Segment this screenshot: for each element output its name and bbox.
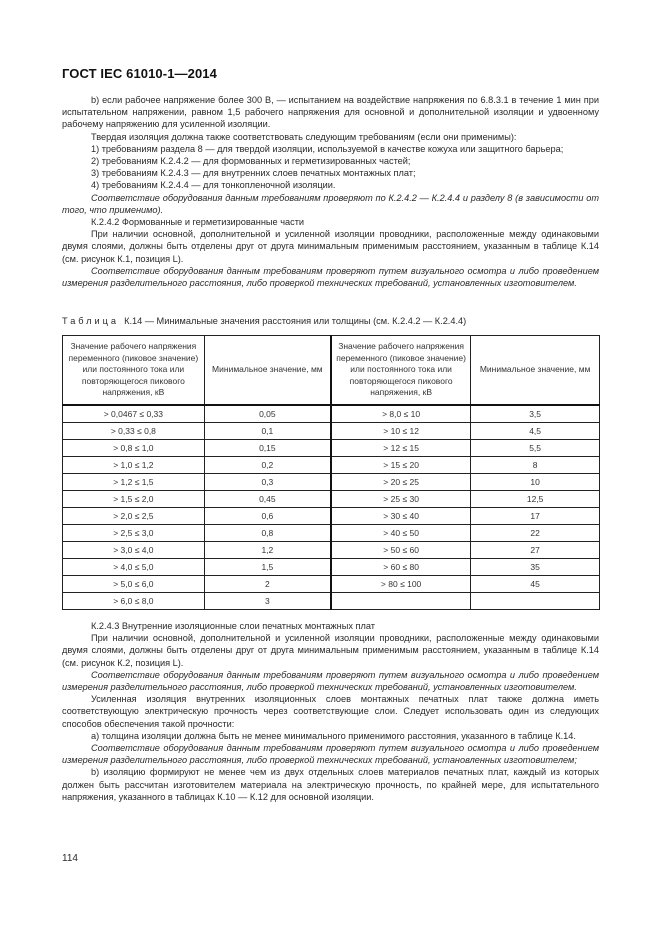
cell: 2 [204,576,331,593]
cell: 3,5 [471,405,600,423]
cell: 0,8 [204,525,331,542]
table-row [63,525,600,542]
header-cell: Значение рабочего напряжения переменного (пиковое значение) или постоянного тока или повторяющегося пикового напряжения, кВ [331,336,471,406]
cell: 1,5 [204,559,331,576]
cell: 17 [471,508,600,525]
table-row [63,559,600,576]
list-item: a) толщина изоляции должна быть не менее минимального применимого расстояния, указанного в таблице К.14. [91,730,576,741]
header-cell: Минимальное значение, мм [204,336,331,406]
table-row [63,457,600,474]
cell: > 3,0 ≤ 4,0 [63,542,205,559]
table-row [63,440,600,457]
compliance-note: Соответствие оборудования данным требованиям проверяют путем визуального осмотра и либо проведением измерения разделительного расстояния, либо проверкой технических требований, установленных изготовителем. [62,265,599,289]
paragraph: Усиленная изоляция внутренних изоляционных слоев монтажных печатных плат также должна иметь соответствующую электрическую прочность через соответствующие слои. Следует использовать один из следующих способов обеспечения такой прочности: [62,694,599,729]
text-block-1 [62,94,599,289]
table-caption-prefix: Таблица [62,316,120,326]
cell: > 12 ≤ 15 [331,440,471,457]
cell: 10 [471,474,600,491]
compliance-note: Соответствие оборудования данным требованиям проверяют путем визуального осмотра и либо проведением измерения разделительного расстояния, либо проверкой технических требований, установленных изготовителем; [62,743,599,766]
cell: 8 [471,457,600,474]
cell: 22 [471,525,600,542]
cell: 12,5 [471,491,600,508]
cell: 0,45 [204,491,331,508]
cell: > 1,2 ≤ 1,5 [63,474,205,491]
cell: > 25 ≤ 30 [331,491,471,508]
table-row [63,474,600,491]
table-k14 [62,335,600,610]
cell: > 60 ≤ 80 [331,559,471,576]
list-item: 4) требованиям К.2.4.4 — для тонкопленочной изоляции. [91,180,336,191]
cell: > 0,8 ≤ 1,0 [63,440,205,457]
cell: 35 [471,559,600,576]
paragraph: При наличии основной, дополнительной и усиленной изоляции проводники, расположенные между одинаковыми двумя слоями, должны быть отделены друг от друга минимальным применимым расстоянием, указанным в таблице К.14 (см. рисунок К.2, позиция L). [62,633,599,668]
cell: > 5,0 ≤ 6,0 [63,576,205,593]
cell: > 2,5 ≤ 3,0 [63,525,205,542]
cell: > 80 ≤ 100 [331,576,471,593]
table-caption-text: К.14 — Минимальные значения расстояния или толщины (см. К.2.4.2 — К.2.4.4) [124,316,467,326]
cell: > 20 ≤ 25 [331,474,471,491]
list-item: b) изоляцию формируют не менее чем из двух отдельных слоев материалов печатных плат, каждый из которых должен быть рассчитан изготовителем материала на электрическую прочность, по крайней мере, для испытательного напряжения, указанного в таблицах К.10 — К.12 для основной изоляции. [62,767,599,802]
cell: > 0,33 ≤ 0,8 [63,423,205,440]
header-cell: Минимальное значение, мм [471,336,600,406]
cell: > 30 ≤ 40 [331,508,471,525]
table-row [63,542,600,559]
cell: > 1,0 ≤ 1,2 [63,457,205,474]
cell: 4,5 [471,423,600,440]
cell: 5,5 [471,440,600,457]
cell: 45 [471,576,600,593]
compliance-note: Соответствие оборудования данным требованиям проверяют по К.2.4.2 — К.2.4.4 и разделу 8 (в зависимости от того, что применимо). [62,192,599,215]
cell: > 2,0 ≤ 2,5 [63,508,205,525]
list-item: 3) требованиям К.2.4.3 — для внутренних слоев печатных монтажных плат; [91,168,416,179]
cell: 0,05 [204,405,331,423]
table-row [63,491,600,508]
list-item: 2) требованиям К.2.4.2 — для формованных и герметизированных частей; [91,156,411,167]
cell: 3 [204,593,331,610]
page-number: 114 [62,853,78,864]
cell: 0,6 [204,508,331,525]
cell: > 1,5 ≤ 2,0 [63,491,205,508]
list-item: 1) требованиям раздела 8 — для твердой изоляции, используемой в качестве кожуха или защитного барьера; [91,143,564,154]
compliance-note: Соответствие оборудования данным требованиям проверяют путем визуального осмотра и либо проведением измерения разделительного расстояния, либо проверкой технических требований, установленных изготовителем. [62,669,599,693]
cell: > 40 ≤ 50 [331,525,471,542]
paragraph: Твердая изоляция должна также соответствовать следующим требованиям (если они применимы): [91,131,517,142]
section-heading-k243: К.2.4.3 Внутренние изоляционные слои печатных монтажных плат [91,621,375,631]
cell: 1,2 [204,542,331,559]
table-row [63,593,600,610]
paragraph: b) если рабочее напряжение более 300 В, — испытанием на воздействие напряжения по 6.8.3.1 в течение 1 мин при испытательном напряжении, равном 1,5 рабочего напряжения для основной и дополнительной изоляции и удвоенному рабочему напряжению для усиленной изоляции. [62,95,599,130]
cell: 0,15 [204,440,331,457]
section-heading-k242: К.2.4.2 Формованные и герметизированные части [91,217,305,228]
cell: > 4,0 ≤ 5,0 [63,559,205,576]
cell: > 6,0 ≤ 8,0 [63,593,205,610]
cell: 0,3 [204,474,331,491]
table-row [63,576,600,593]
cell: > 8,0 ≤ 10 [331,405,471,423]
cell: 0,1 [204,423,331,440]
cell: 0,2 [204,457,331,474]
cell: > 10 ≤ 12 [331,423,471,440]
table-header-row [63,336,600,406]
header-cell: Значение рабочего напряжения переменного (пиковое значение) или постоянного тока или повторяющегося пикового напряжения, кВ [63,336,205,406]
cell [331,593,471,610]
document-header-title: ГОСТ IEC 61010-1—2014 [62,66,217,81]
paragraph: При наличии основной, дополнительной и усиленной изоляции проводники, расположенные между одинаковыми двумя слоями, должны быть отделены друг от друга минимальным применимым расстоянием, указанным в таблице К.14 (см. рисунок К.1, позиция L). [62,229,599,264]
table-row [63,508,600,525]
text-block-2 [62,620,599,803]
cell: > 15 ≤ 20 [331,457,471,474]
table-row [63,423,600,440]
table-row [63,405,600,423]
table-caption [62,316,466,326]
cell [471,593,600,610]
cell: 27 [471,542,600,559]
cell: > 50 ≤ 60 [331,542,471,559]
cell: > 0,0467 ≤ 0,33 [63,405,205,423]
